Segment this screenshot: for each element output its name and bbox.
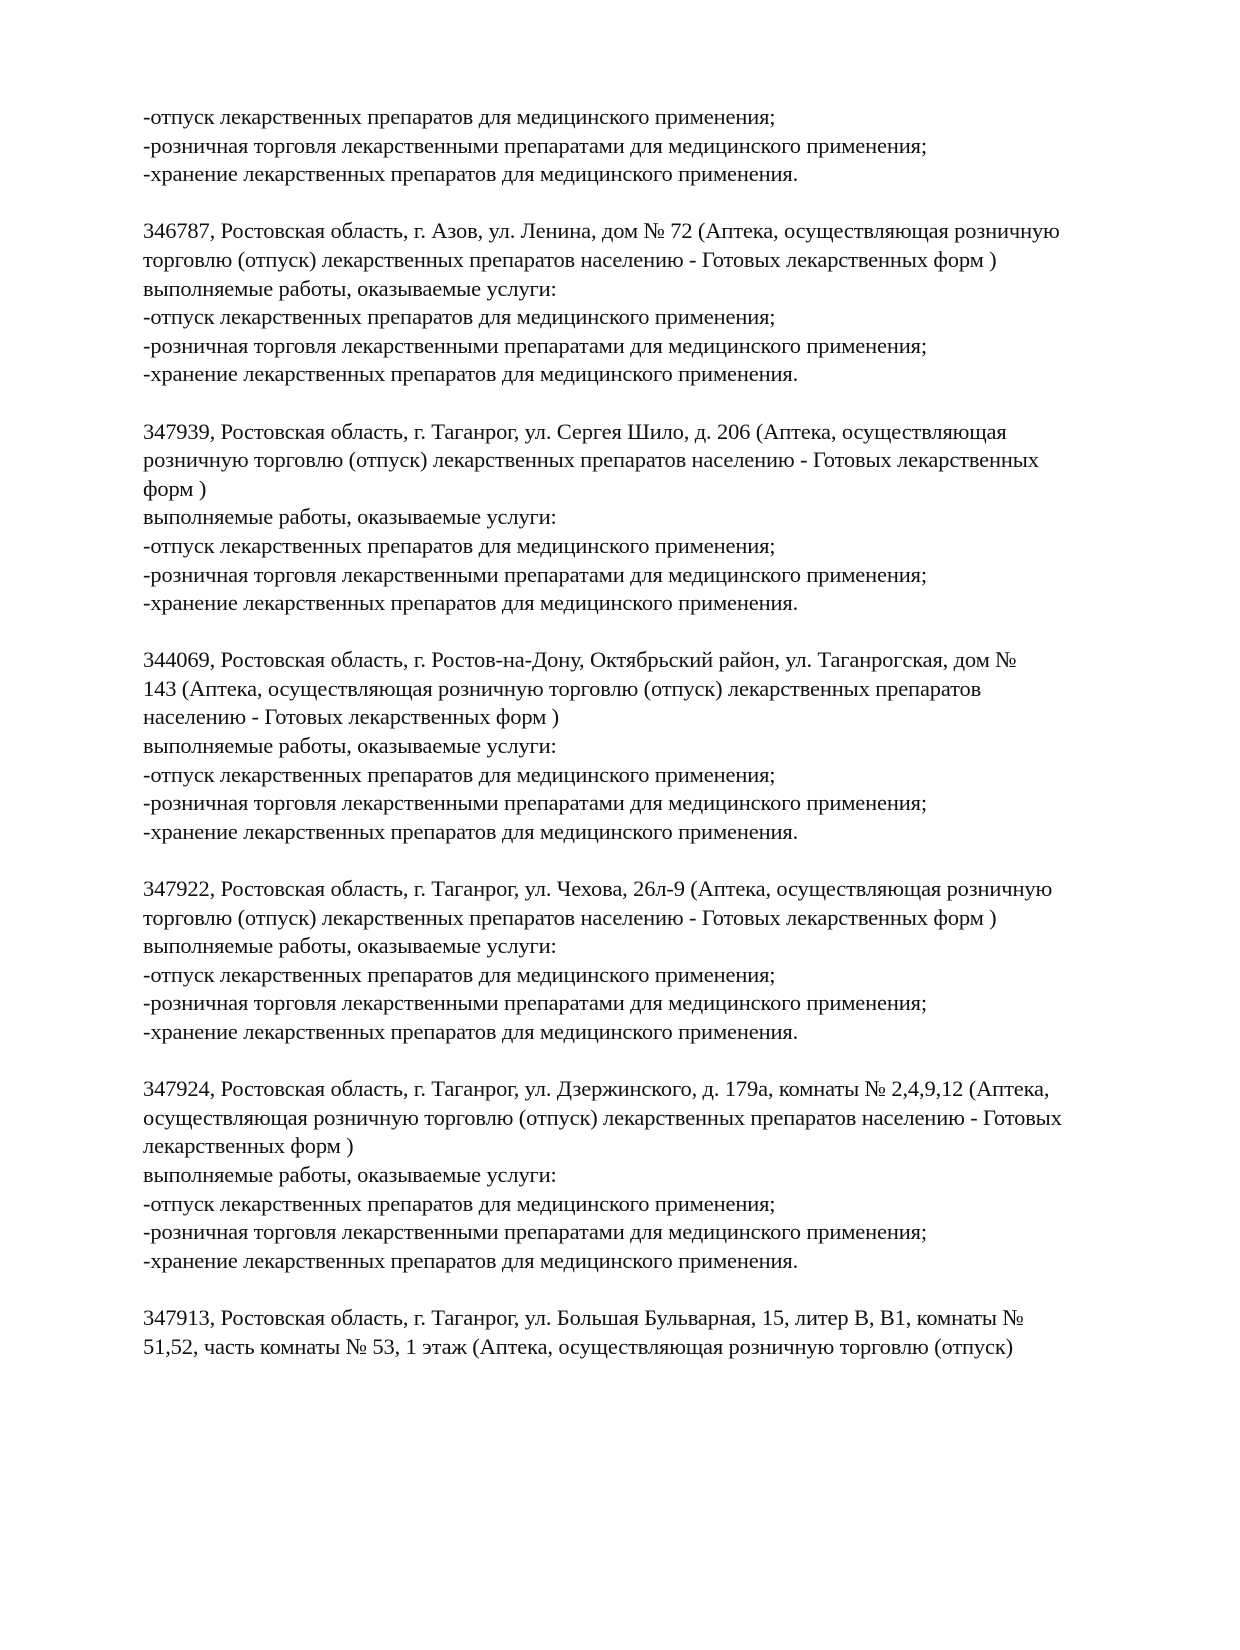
text-line: розничную торговлю (отпуск) лекарственных препаратов населению - Готовых лекарственных xyxy=(143,447,1039,473)
text-line: -розничная торговля лекарственными препаратами для медицинского применения; xyxy=(143,561,927,587)
text-line: -отпуск лекарственных препаратов для медицинского применения; xyxy=(143,532,776,558)
text-line: форм ) xyxy=(143,475,207,501)
text-line: осуществляющая розничную торговлю (отпуск) лекарственных препаратов населению - Готовых xyxy=(143,1104,1062,1130)
text-line: населению - Готовых лекарственных форм ) xyxy=(143,704,560,730)
text-line: -хранение лекарственных препаратов для медицинского применения. xyxy=(143,161,799,187)
text-line: -хранение лекарственных препаратов для медицинского применения. xyxy=(143,818,799,844)
text-line: -розничная торговля лекарственными препаратами для медицинского применения; xyxy=(143,1219,927,1245)
text-line: -отпуск лекарственных препаратов для медицинского применения; xyxy=(143,1190,776,1216)
text-line: -отпуск лекарственных препаратов для медицинского применения; xyxy=(143,304,776,330)
text-line: выполняемые работы, оказываемые услуги: xyxy=(143,504,557,530)
text-line: торговлю (отпуск) лекарственных препаратов населению - Готовых лекарственных форм ) xyxy=(143,246,997,272)
license-address-paragraph xyxy=(143,646,1163,846)
text-line: -отпуск лекарственных препаратов для медицинского применения; xyxy=(143,761,776,787)
text-line: выполняемые работы, оказываемые услуги: xyxy=(143,275,557,301)
text-line: -розничная торговля лекарственными препаратами для медицинского применения; xyxy=(143,990,927,1016)
text-line: 346787, Ростовская область, г. Азов, ул. Ленина, дом № 72 (Аптека, осуществляющая розничную xyxy=(143,218,1060,244)
text-line: торговлю (отпуск) лекарственных препаратов населению - Готовых лекарственных форм ) xyxy=(143,904,997,930)
license-address-paragraph xyxy=(143,875,1163,1047)
text-line: 347922, Ростовская область, г. Таганрог, ул. Чехова, 26л-9 (Аптека, осуществляющая розничную xyxy=(143,876,1053,902)
text-line: -хранение лекарственных препаратов для медицинского применения. xyxy=(143,1019,799,1044)
license-address-paragraph xyxy=(143,1304,1163,1361)
text-line: -розничная торговля лекарственными препаратами для медицинского применения; xyxy=(143,332,927,358)
text-line: 347939, Ростовская область, г. Таганрог, ул. Сергея Шило, д. 206 (Аптека, осуществляющая xyxy=(143,418,1007,444)
text-line: 51,52, часть комнаты № 53, 1 этаж (Аптека, осуществляющая розничную торговлю (отпуск) xyxy=(143,1333,1013,1359)
text-line: -розничная торговля лекарственными препаратами для медицинского применения; xyxy=(143,132,927,158)
text-line: 347913, Ростовская область, г. Таганрог, ул. Большая Бульварная, 15, литер В, В1, комнаты № xyxy=(143,1304,1024,1330)
text-line: -хранение лекарственных препаратов для медицинского применения. xyxy=(143,590,799,616)
text-line: выполняемые работы, оказываемые услуги: xyxy=(143,933,557,959)
text-line: 347924, Ростовская область, г. Таганрог, ул. Дзержинского, д. 179а, комнаты № 2,4,9,12 (Аптека, xyxy=(143,1076,1050,1102)
text-line: -хранение лекарственных препаратов для медицинского применения. xyxy=(143,361,799,387)
license-address-paragraph xyxy=(143,1075,1163,1275)
text-line: -розничная торговля лекарственными препаратами для медицинского применения; xyxy=(143,790,927,816)
text-line: выполняемые работы, оказываемые услуги: xyxy=(143,733,557,759)
text-line: выполняемые работы, оказываемые услуги: xyxy=(143,1161,557,1187)
text-line: -отпуск лекарственных препаратов для медицинского применения; xyxy=(143,104,776,129)
text-line: 344069, Ростовская область, г. Ростов-на-Дону, Октябрьский район, ул. Таганрогская, дом № xyxy=(143,647,1017,673)
text-line: 143 (Аптека, осуществляющая розничную торговлю (отпуск) лекарственных препаратов xyxy=(143,675,982,701)
text-line: лекарственных форм ) xyxy=(143,1133,354,1159)
license-address-paragraph xyxy=(143,217,1163,389)
license-address-paragraph xyxy=(143,418,1163,618)
text-line: -отпуск лекарственных препаратов для медицинского применения; xyxy=(143,961,776,987)
license-address-paragraph xyxy=(143,103,1163,189)
text-line: -хранение лекарственных препаратов для медицинского применения. xyxy=(143,1247,799,1273)
document-body xyxy=(143,103,1163,1390)
